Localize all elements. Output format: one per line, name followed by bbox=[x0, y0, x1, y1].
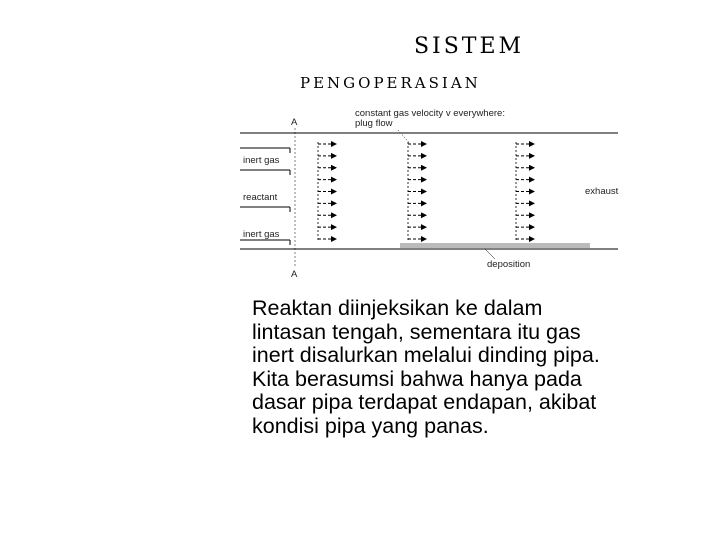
description-line: dasar pipa terdapat endapan, akibat bbox=[252, 390, 597, 414]
deposition-leader bbox=[485, 249, 495, 259]
plug-flow-annotation-line2: plug flow bbox=[355, 118, 393, 129]
velocity-profile-arrows bbox=[318, 142, 534, 241]
description-line: kondisi pipa yang panas. bbox=[252, 413, 489, 438]
deposition-label: deposition bbox=[487, 259, 531, 270]
description-line: Kita berasumsi bahwa hanya pada bbox=[252, 366, 582, 391]
description-paragraph bbox=[252, 297, 712, 438]
deposition-layer bbox=[400, 243, 590, 248]
slide-title: SISTEM bbox=[413, 34, 525, 59]
exhaust-label: exhaust bbox=[585, 186, 619, 197]
inert-gas-bottom-label: inert gas bbox=[243, 229, 280, 240]
description-line: inert disalurkan melalui dinding pipa. bbox=[252, 343, 600, 367]
inert-gas-top-label: inert gas bbox=[243, 155, 280, 166]
slide-subtitle: PENGOPERASIAN bbox=[300, 74, 481, 92]
reactant-label: reactant bbox=[243, 192, 278, 203]
description-line: lintasan tengah, sementara itu gas bbox=[252, 319, 581, 344]
description-line: Reaktan diinjeksikan ke dalam bbox=[252, 296, 543, 320]
section-label-bottom: A bbox=[291, 269, 298, 280]
section-label-top: A bbox=[291, 117, 298, 128]
plug-flow-annotation-line1: constant gas velocity v everywhere: bbox=[355, 108, 505, 119]
